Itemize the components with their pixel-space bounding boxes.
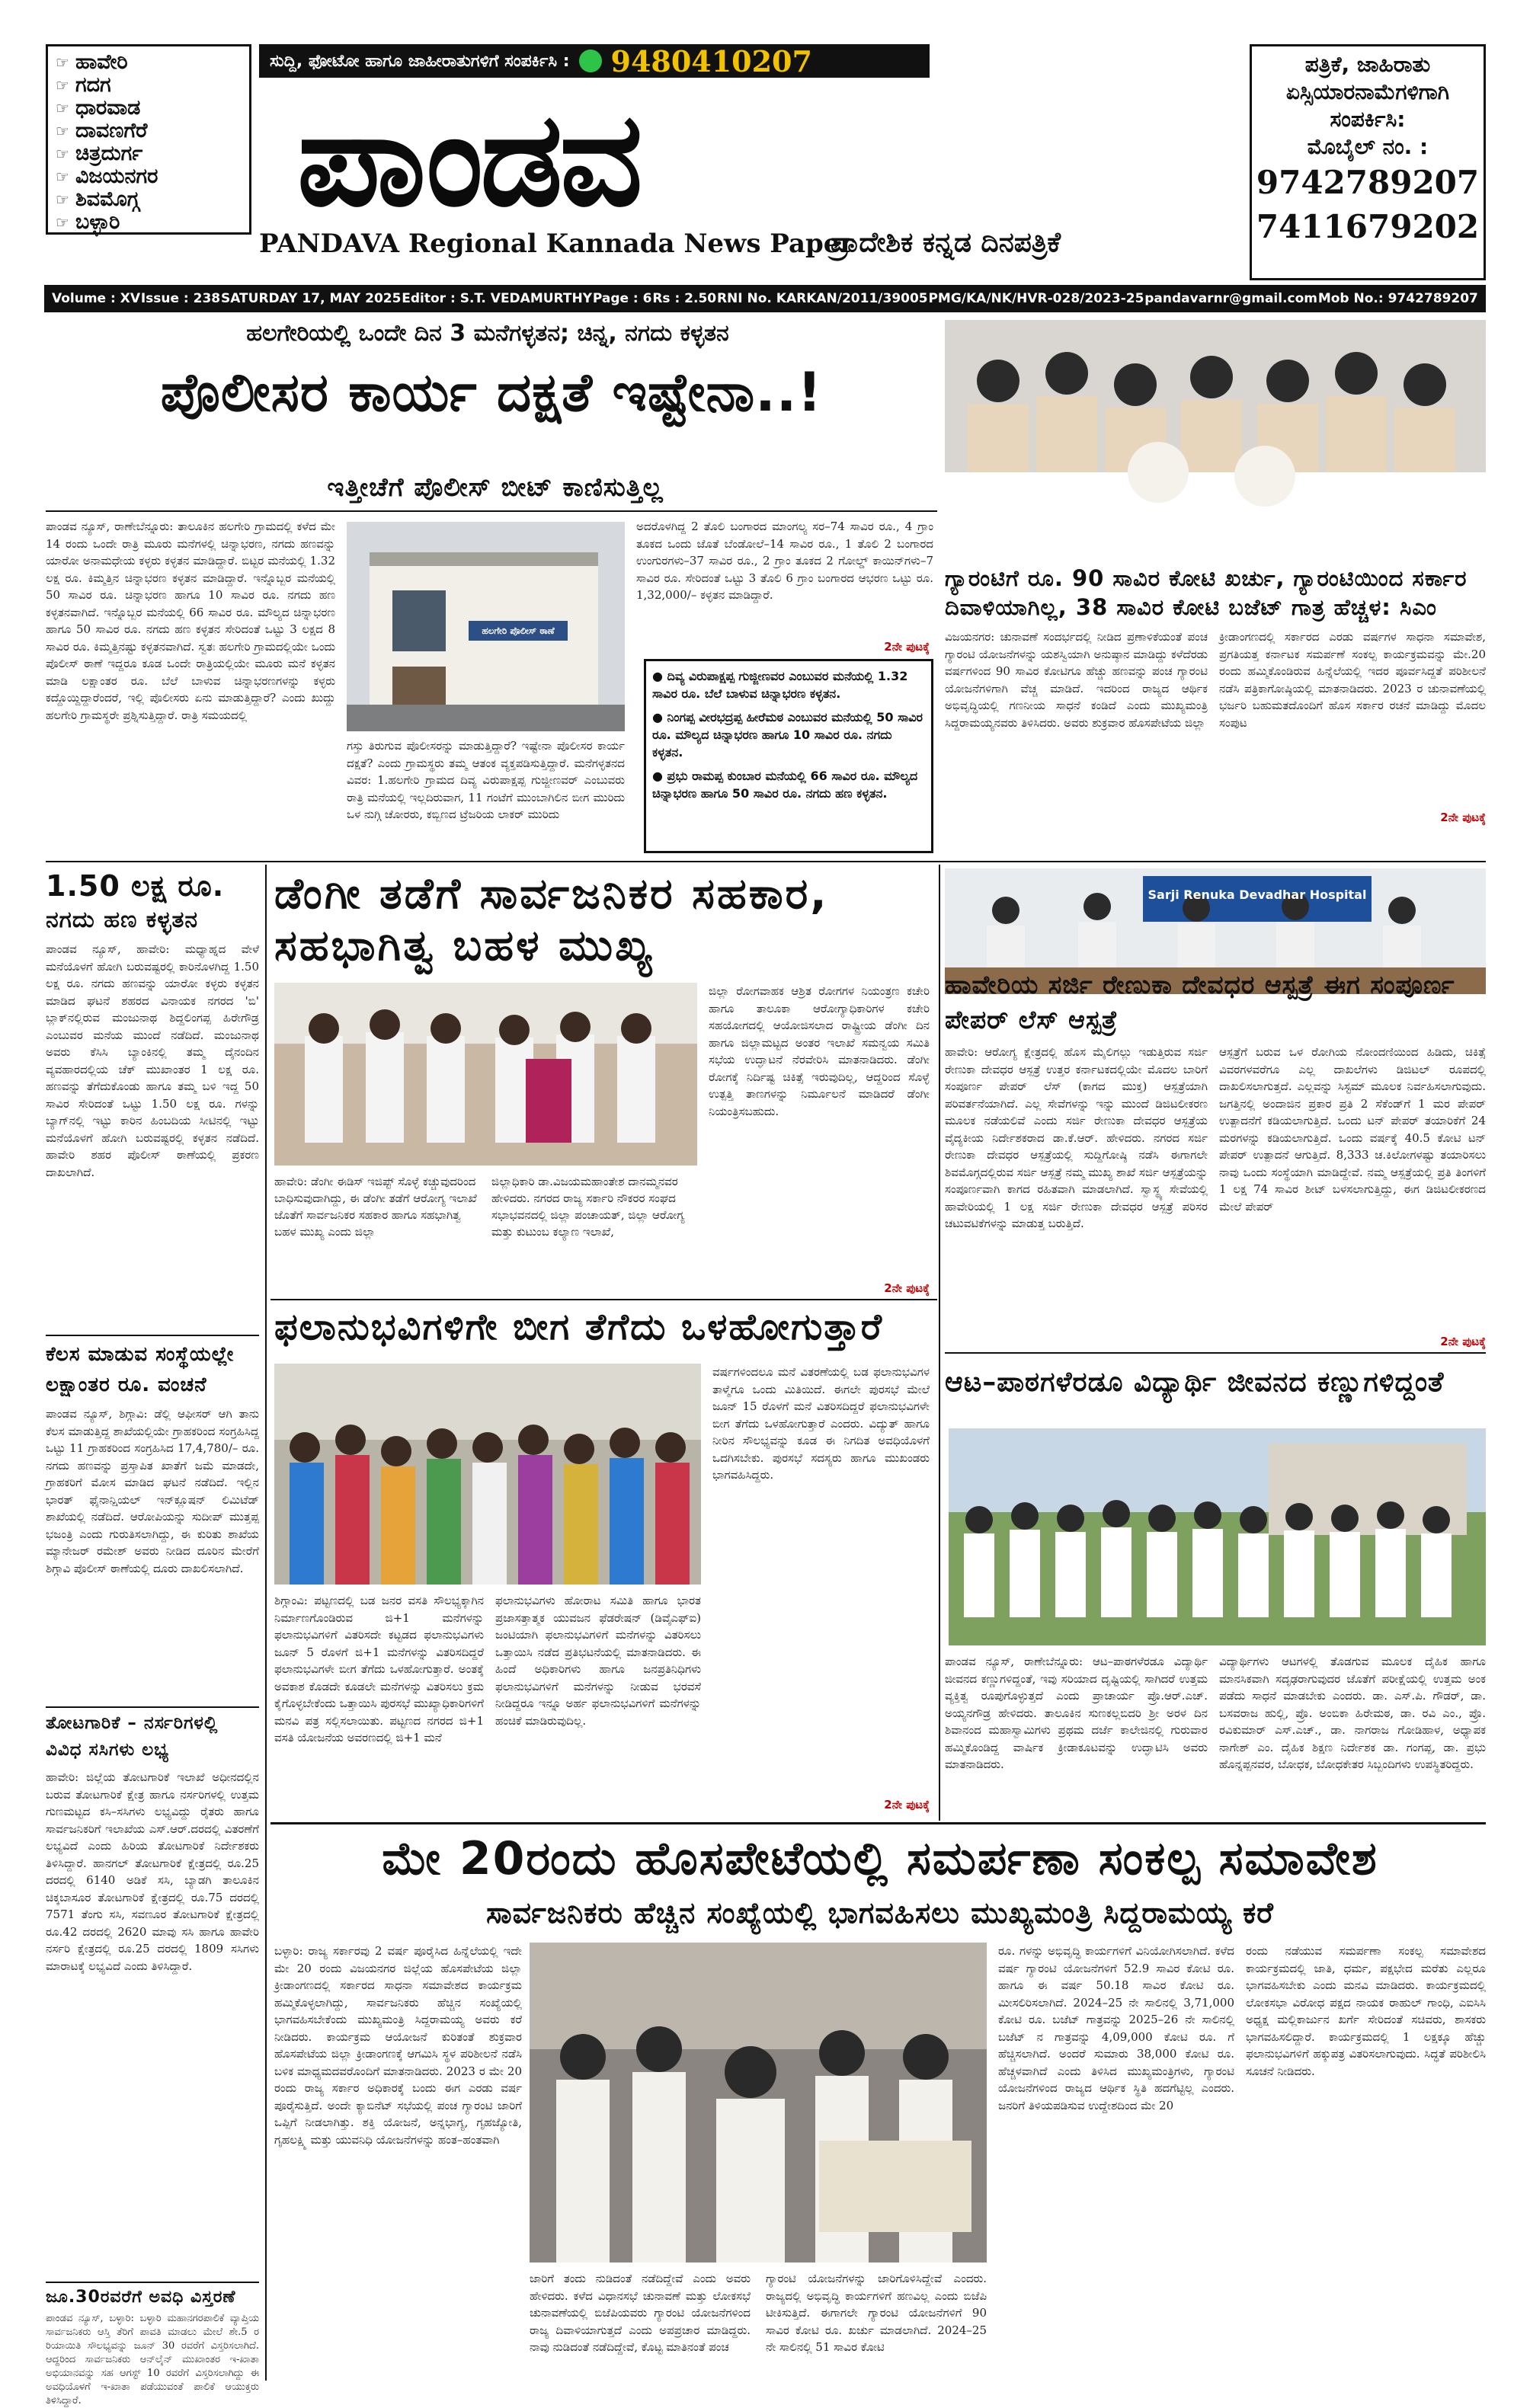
info-issue: Issue : 238 [140, 291, 221, 306]
sports-column-2: ವಿದ್ಯಾರ್ಥಿಗಳು ಆಟಗಳಲ್ಲಿ ತೊಡಗುವ ಮೂಲಕ ದೈಹಿಕ ಹಾಗೂ ಮಾನಸಿಕವಾಗಿ ಸದೃಢರಾಗುವುದರ ಜೊತೆಗೆ ಪರೀಕ್ಷೆಯಲ್ಲಿ ಉತ್ತಮ ಅಂಕ ಪಡೆದು ಸಾಧನೆ ಮಾಡಬೇಕು ಎಂದರು. ಡಾ. ಎಸ್.ಪಿ. ಗೌಡರ್, ಡಾ. ಬಸವರಾಜ ಹುಲ್ಲಿ, ಪ್ರೊ. ಅಂಬಿಕಾ ಹಿರೇಮಠ, ಡಾ. ರವಿ ಎಂ., ಪ್ರೊ. ರವಿಕುಮಾರ್ ಎಸ್.ಎಚ್., ಡಾ. ನಾಗರಾಜ ಗೋಡಿಹಾಳ, ಅಧ್ಯಾಪಕ ನಾಗೇಶ್ ಎಂ. ದೈಹಿಕ ಶಿಕ್ಷಣ ನಿರ್ದೇಶಕ ಡಾ. ಗಂಗಪ್ಪ, ಡಾ. ಪ್ರಭು ಹೊನ್ನಪ್ಪನವರ, ಬೋಧಕ, ಬೋಧಕೇತರ ಸಿಬ್ಬಂದಿಗಳು ಉಪಸ್ಥಿತರಿದ್ದರು. [1219, 1655, 1486, 1771]
samavesha-column-1: ಬಳ್ಳಾರಿ: ರಾಜ್ಯ ಸರ್ಕಾರವು 2 ವರ್ಷ ಪೂರೈಸಿದ ಹಿನ್ನೆಲೆಯಲ್ಲಿ ಇದೇ ಮೇ 20 ರಂದು ವಿಜಯನಗರ ಜಿಲ್ಲೆಯ ಹೊಸಪೇಟೆಯ ಜಿಲ್ಲಾ ಕ್ರೀಡಾಂಗಣದಲ್ಲಿ ಸರ್ಕಾರದ ಸಾಧನಾ ಸಮಾವೇಶದ ಕಾರ್ಯಕ್ರಮ ಹಮ್ಮಿಕೊಳ್ಳಲಾಗಿದ್ದು, ಸಾರ್ವಜನಿಕರು ಹೆಚ್ಚಿನ ಸಂಖ್ಯೆಯಲ್ಲಿ ಭಾಗವಹಿಸಬೇಕೆಂದು ಮುಖ್ಯಮಂತ್ರಿ ಸಿದ್ದರಾಮಯ್ಯ ಅವರು ಕರೆ ನೀಡಿದರು. ಕಾರ್ಯಕ್ರಮ ಆಯೋಜನೆ ಕುರಿತಂತೆ ಶುಕ್ರವಾರ ಹೊಸಪೇಟೆಯ ಜಿಲ್ಲಾ ಕ್ರೀಡಾಂಗಣಕ್ಕೆ ಆಗಮಿಸಿ ಸ್ಥಳ ಪರಿಶೀಲನೆ ನಡೆಸಿ ಬಳಿಕ ಮಾಧ್ಯಮದವರೊಂದಿಗೆ ಮಾತನಾಡಿದರು. 2023 ರ ಮೇ 20 ರಂದು ರಾಜ್ಯ ಸರ್ಕಾರ ಅಧಿಕಾರಕ್ಕೆ ಬಂದು ಈಗ ಎರಡು ವರ್ಷ ಪೂರೈಸುತ್ತಿದೆ. ಅಂದೇ ಕ್ಯಾಬಿನೆಟ್ ಸಭೆಯಲ್ಲಿ ಪಂಚ ಗ್ಯಾರಂಟಿ ಜಾರಿಗೆ ಒಪ್ಪಿಗೆ ನೀಡಲಾಗಿತ್ತು. ಶಕ್ತಿ ಯೋಜನೆ, ಅನ್ನಭಾಗ್ಯ, ಗೃಹಜ್ಯೋತಿ, ಗೃಹಲಕ್ಷ್ಮಿ ಮತ್ತು ಯುವನಿಧಿ ಯೋಜನೆಗಳನ್ನು ಹಂತ–ಹಂತವಾಗಿ [274, 1944, 522, 2147]
theft-summary-box [644, 659, 933, 853]
divider [46, 1706, 259, 1708]
lead-column-1: ಪಾಂಡವ ನ್ಯೂಸ್, ರಾಣೇಬೆನ್ನೂರು: ತಾಲೂಕಿನ ಹಲಗೇರಿ ಗ್ರಾಮದಲ್ಲಿ ಕಳೆದ ಮೇ 14 ರಂದು ಒಂದೇ ರಾತ್ರಿ ಮೂರು ಮನೆಗಳಲ್ಲಿ ಚಿನ್ನಾಭರಣ, ನಗದು ಹಣವನ್ನು ಯಾರೋ ಅನಾಮಧೇಯ ಕಳ್ಳರು ಕಳ್ಳತನ ಮಾಡಿದ್ದಾರೆ. ಬಿಟ್ಟರ ಮನೆಯಲ್ಲಿ 1.32 ಲಕ್ಷ ರೂ. ಕಿಮ್ಮತ್ತಿನ ಚಿನ್ನಾಭರಣ ಕಳ್ಳತನ ಮಾಡಿದ್ದಾರೆ. ಇನ್ನೊಬ್ಬರ ಮನೆಯಲ್ಲಿ 50 ಸಾವಿರ ರೂ. ಚಿನ್ನಾಭರಣ ಹಾಗೂ 10 ಸಾವಿರ ರೂ. ನಗದು ಹಣ ಕಳ್ಳತನವಾಗಿದೆ. ಇನ್ನೊಬ್ಬರ ಮನೆಯಲ್ಲಿ 66 ಸಾವಿರ ರೂ. ಮೌಲ್ಯದ ಚಿನ್ನಾಭರಣ ಹಾಗೂ 50 ಸಾವಿರ ರೂ. ನಗದು ಹಣ ಕಳ್ಳತನ ಸೇರಿದಂತೆ ಒಟ್ಟು 3 ಲಕ್ಷದ 8 ಸಾವಿರ ರೂ. ಕಿಮ್ಮತ್ತಿನಷ್ಟು ಕಳ್ಳತನವಾಗಿದೆ. ಸ್ವತಃ ಹಲಗೇರಿ ಗ್ರಾಮದಲ್ಲಿಯೇ ಒಂದು ಪೊಲೀಸ್ ಠಾಣೆ ಇದ್ದರೂ ಕೂಡ ಒಂದೇ ರಾತ್ರಿಯಲ್ಲಿಯೇ ಮೂರು ಮನೆ ಕಳ್ಳತನ ಮಾಡಿ ಲಕ್ಷಾಂತರ ರೂ. ಬೆಲೆ ಬಾಳುವ ಚಿನ್ನಾಭರಣಗಳನ್ನು ಕಳ್ಳರು ಕದ್ದೊಯ್ದಿದ್ದಾರೆಂದರೆ, ಇಲ್ಲಿ ಪೊಲೀಸರು ಏನು ಮಾಡುತ್ತಿದ್ದಾರೆ? ಎಂದು ಖುದ್ದು ಹಲಗೇರಿ ಗ್ರಾಮಸ್ಥರೇ ಪ್ರಶ್ನಿಸುತ್ತಿದ್ದಾರೆ. ರಾತ್ರಿ ಸಮಯದಲ್ಲಿ [46, 520, 335, 722]
hand-pointer-icon: ☞ [56, 213, 69, 232]
horti-headline-1: ತೋಟಗಾರಿಕೆ – ನರ್ಸರಿಗಳಲ್ಲಿ [46, 1713, 219, 1733]
cm-press-meet-photo [945, 320, 1486, 556]
sports-group-photo [949, 1428, 1486, 1645]
info-pages: Page : 6 [592, 291, 652, 306]
samavesha-column-3: ಗ್ಯಾರಂಟಿ ಯೋಜನೆಗಳನ್ನು ಜಾರಿಗೊಳಿಸಿದ್ದೇವೆ ಎಂದರು. ರಾಜ್ಯದಲ್ಲಿ ಅಭಿವೃದ್ಧಿ ಕಾರ್ಯಗಳಿಗೆ ಹಣವಿಲ್ಲ ಎಂದು ಬಿಜೆಪಿ ಟೀಕಿಸುತ್ತಿದೆ. ಈಗಾಗಲೇ ಗ್ಯಾರಂಟಿ ಯೋಜನೆಗಳಿಗೆ 90 ಸಾವಿರ ಕೋಟಿ ರೂ. ಖರ್ಚು ಮಾಡಲಾಗಿದೆ. 2024–25 ನೇ ಸಾಲಿನಲ್ಲಿ 51 ಸಾವಿರ ಕೋಟಿ [766, 2272, 987, 2354]
continued-label: 2ನೇ ಪುಟಕ್ಕೆ [884, 1281, 930, 1295]
dengue-body: ಜಿಲ್ಲಾ ರೋಗವಾಹಕ ಆಶ್ರಿತ ರೋಗಗಳ ನಿಯಂತ್ರಣ ಕಚೇರಿ ಹಾಗೂ ತಾಲೂಕಾ ಆರೋಗ್ಯಾಧಿಕಾರಿಗಳ ಕಚೇರಿ ಸಹಯೋಗದಲ್ಲಿ ಆಯೋಜಿಸಲಾದ ರಾಷ್ಟ್ರೀಯ ಡೆಂಗೀ ದಿನ ಹಾಗೂ ಜಿಲ್ಲಾಮಟ್ಟದ ಅಂತರ ಇಲಾಖೆ ಸಮನ್ವಯ ಸಮಿತಿ ಸಭೆಯ ಉದ್ಘಾಟನೆ ನೆರವೇರಿಸಿ ಮಾತನಾಡಿದರು. ಡೆಂಗೀ ರೋಗಕ್ಕೆ ನಿರ್ದಿಷ್ಟ ಚಿಕಿತ್ಸೆ ಇರುವುದಿಲ್ಲ, ಆದ್ದರಿಂದ ಸೊಳ್ಳೆ ಉತ್ಪತ್ತಿ ತಾಣಗಳನ್ನು ನಿರ್ಮೂಲನೆ ಮಾಡಿದರೆ ಡೆಂಗೀ ನಿಯಂತ್ರಿಸಬಹುದು. [709, 984, 930, 1118]
contact-phone: 9480410207 [610, 43, 812, 78]
cash-headline-1: 1.50 ಲಕ್ಷ ರೂ. [46, 869, 225, 903]
ad-line: ಪತ್ರಿಕೆ, ಜಾಹಿರಾತು [1304, 52, 1431, 77]
sarji-column-1: ಹಾವೇರಿ: ಆರೋಗ್ಯ ಕ್ಷೇತ್ರದಲ್ಲಿ ಹೊಸ ಮೈಲಿಗಲ್ಲು ಇಡುತ್ತಿರುವ ಸರ್ಜಿ ರೇಣುಕಾ ದೇವಧರ ಆಸ್ಪತ್ರೆ ಉತ್ತರ ಕರ್ನಾಟಕದಲ್ಲಿಯೇ ಮೊದಲ ಬಾರಿಗೆ ಸಂಪೂರ್ಣ ಪೇಪರ್ ಲೆಸ್ (ಕಾಗದ ಮುಕ್ತ) ಆಸ್ಪತ್ರೆಯಾಗಿ ಪರಿವರ್ತನೆಯಾಗಿದೆ. ಎಲ್ಲ ಸೇವೆಗಳನ್ನು ಇನ್ನು ಮುಂದೆ ಡಿಜಿಟಲೀಕರಣ ಮೂಲಕ ನಡೆಯಲಿವೆ ಎಂದು ಸರ್ಜಿ ರೇಣುಕಾ ದೇವಧರ ಆಸ್ಪತ್ರೆಯ ವೈದ್ಯಕೀಯ ನಿರ್ದೇಶಕರಾದ ಡಾ.ಕೆ.ಆರ್. ಹೇಳಿದರು. ನಗರದ ಸರ್ಜಿ ರೇಣುಕಾ ದೇವಧರ ಆಸ್ಪತ್ರೆಯಲ್ಲಿ ಸುದ್ದಿಗೋಷ್ಠಿ ನಡೆಸಿ ಈಗಾಗಲೇ ಶಿವಮೊಗ್ಗದಲ್ಲಿರುವ ಸರ್ಜಿ ಆಸ್ಪತ್ರೆ ನಮ್ಮ ಮುಖ್ಯ ಶಾಖೆ ಸರ್ಜಿ ಆಸ್ಪತ್ರೆಯನ್ನು ಸಂಪೂರ್ಣವಾಗಿ ಕಾಗದ ರಹಿತವಾಗಿ ಮಾಡಲಾಗಿದೆ. ಸ್ವಾಸ್ಥ್ಯ ಸೇವೆಯಲ್ಲಿ ಹಾವೇರಿಯಲ್ಲಿ 1 ಲಕ್ಷ ಸರ್ಜಿ ರೇಣುಕಾ ದೇವಧರ ಆಸ್ಪತ್ರೆ ಪರಿಸರ ಚಟುವಟಿಕೆಗಳನ್ನು ಮಾಡುತ್ತ ಬರುತ್ತಿದೆ. [945, 1045, 1208, 1230]
divider [46, 510, 937, 512]
info-postal: PMG/KA/NK/HVR-028/2023-25 [928, 291, 1144, 306]
district-item: ಗದಗ [75, 73, 111, 97]
subtitle-kannada: ಪ್ರಾದೇಶಿಕ ಕನ್ನಡ ದಿನಪತ್ರಿಕೆ [831, 227, 1061, 258]
sports-group-illustration [949, 1428, 1486, 1645]
theft-item: ● ನಿಂಗಪ್ಪ ವೀರಭದ್ರಪ್ಪ ಹೀರೆಮಠ ಎಂಬುವರ ಮನೆಯಲ್ಲಿ 50 ಸಾವಿರ ರೂ. ಮೌಲ್ಯದ ಚಿನ್ನಾಭರಣ ಹಾಗೂ 10 ಸಾವಿರ ರೂ. ನಗದು ಕಳ್ಳತನ. [652, 710, 923, 759]
sarji-headline: ಹಾವೇರಿಯ ಸರ್ಜಿ ರೇಣುಕಾ ದೇವಧರ ಆಸ್ಪತ್ರೆ ಈಗ ಸಂಪೂರ್ಣ ಪೇಪರ್ ಲೆಸ್ ಆಸ್ಪತ್ರೆ [945, 970, 1455, 1035]
whatsapp-icon [579, 50, 602, 72]
info-price: Rs : 2.50 [652, 291, 717, 306]
contact-text: ಸುದ್ದಿ, ಫೋಟೋ ಹಾಗೂ ಜಾಹೀರಾತುಗಳಿಗೆ ಸಂಪರ್ಕಿಸಿ : [270, 51, 570, 71]
lead-column-2: ಗಸ್ತು ತಿರುಗುವ ಪೊಲೀಸರನ್ನು ಮಾಡುತ್ತಿದ್ದಾರೆ? ಇಷ್ಟೇನಾ ಪೊಲೀಸರ ಕಾರ್ಯ ದಕ್ಷತೆ? ಎಂದು ಗ್ರಾಮಸ್ಥರು ತಮ್ಮ ಆತಂಕ ವ್ಯಕ್ತಪಡಿಸುತ್ತಿದ್ದಾರೆ. ಮನೆಗಳ್ಳತನದ ವಿವರ: 1.ಹಲಗೇರಿ ಗ್ರಾಮದ ದಿವ್ಯ ವಿರುಪಾಕ್ಷಪ್ಪ ಗುಜ್ಜೀಣವರ್ ಎಂಬುವರು ರಾತ್ರಿ ಮನೆಯಲ್ಲಿ ಇಲ್ಲದಿರುವಾಗ, 11 ಗಂಟೆಗೆ ಮುಂಬಾಗಿಲಿನ ಬೀಗ ಮುರಿದು ಒಳ ನುಗ್ಗಿ ಚೋರರು, ಕಬ್ಬಿಣದ ಟ್ರೆಜರಿಯ ಲಾಕರ್ ಮುರಿದು [347, 739, 625, 821]
cash-headline-2: ನಗದು ಹಣ ಕಳ್ಳತನ [46, 907, 199, 933]
district-item: ದಾವಣಗೆರೆ [75, 119, 148, 142]
guarantee-column-2: ಕ್ರೀಡಾಂಗಣದಲ್ಲಿ ಸರ್ಕಾರದ ಎರಡು ವರ್ಷಗಳ ಸಾಧನಾ ಸಮಾವೇಶ, ಪ್ರಗತಿಯತ್ತ ಕರ್ನಾಟಕ ಸಮರ್ಪಣೆ ಸಂಕಲ್ಪ ಕಾರ್ಯಕ್ರಮವನ್ನು ಮೇ.20 ರಂದು ಹಮ್ಮಿಕೊಂಡಿರುವ ಹಿನ್ನೆಲೆಯಲ್ಲಿ ಇದರ ಪೂರ್ವಸಿದ್ದತೆ ಪರಿಶೀಲನೆ ನಡೆಸಿ ಪತ್ರಿಕಾಗೋಷ್ಠಿಯಲ್ಲಿ ಮಾತನಾಡಿದರು. 2023 ರ ಚುನಾವಣೆಯಲ್ಲಿ ಭರ್ಜರಿ ಬಹುಮತದೊಂದಿಗೆ ಹೊಸ ಸರ್ಕಾರ ರಚನೆ ಮಾಡಿದ್ದು ಮೊದಲ ಸಂಪುಟ [1219, 630, 1486, 730]
district-item: ವಿಜಯನಗರ [75, 165, 158, 188]
samavesha-headline: ಮೇ 20ರಂದು ಹೊಸಪೇಟೆಯಲ್ಲಿ ಸಮರ್ಪಣಾ ಸಂಕಲ್ಪ ಸಮಾವೇಶ [382, 1832, 1378, 1885]
lead-headline: ಪೊಲೀಸರ ಕಾರ್ಯ ದಕ್ಷತೆ ಇಷ್ಟೇನಾ..! [160, 361, 823, 424]
hand-pointer-icon: ☞ [56, 53, 69, 72]
guarantee-headline: ಗ್ಯಾರಂಟಿಗೆ ರೂ. 90 ಸಾವಿರ ಕೋಟಿ ಖರ್ಚು, ಗ್ಯಾರಂಟಿಯಿಂದ ಸರ್ಕಾರ ದಿವಾಳಿಯಾಗಿಲ್ಲ, 38 ಸಾವಿರ ಕೋಟಿ ಬಜೆಟ್ ಗಾತ್ರ ಹೆಚ್ಚಳ: ಸಿಎಂ [945, 565, 1468, 620]
job-headline-2: ಲಕ್ಷಾಂತರ ರೂ. ವಂಚನೆ [46, 1373, 207, 1396]
cm-visit-photo [530, 1943, 987, 2262]
theft-item: ● ಪ್ರಭು ರಾಮಪ್ಪ ಕುಂಬಾರ ಮನೆಯಲ್ಲಿ 66 ಸಾವಿರ ರೂ. ಮೌಲ್ಯದ ಚಿನ್ನಾಭರಣ ಹಾಗೂ 50 ಸಾವಿರ ರೂ. ನಗದು ಹಣ ಕಳ್ಳತನ. [652, 769, 918, 801]
job-body: ಪಾಂಡವ ನ್ಯೂಸ್, ಶಿಗ್ಗಾವಿ: ಡೆಲ್ಲಿ ಆಫೀಸರ್ ಆಗಿ ತಾನು ಕೆಲಸ ಮಾಡುತ್ತಿದ್ದ ಶಾಖೆಯಲ್ಲಿಯೇ ಗ್ರಾಹಕರಿಂದ ಸಂಗ್ರಹಿಸಿದ್ದ ಒಟ್ಟು 11 ಗ್ರಾಹಕರಿಂದ ಸಂಗ್ರಹಿಸಿದ 17,4,780/– ರೂ. ನಗದು ಹಣವನ್ನು ಪ್ರಸ್ತಾಪಿತ ಖಾತೆಗೆ ಜಮೆ ಮಾಡದೇ, ಗ್ರಾಹಕರಿಗೆ ಮೋಸ ಮಾಡಿದ ಘಟನೆ ನಡೆದಿದೆ. ಇಲ್ಲಿನ ಭಾರತ್ ಫೈನಾನ್ಷಿಯಲ್ ಇನ್‌ಕ್ಲೂಷನ್ ಲಿಮಿಟೆಡ್ ಶಾಖೆಯಲ್ಲಿ ನಡೆದಿದೆ. ಆರೋಪಿಯನ್ನು ಸುದೀಪ್ ಮುತ್ತಪ್ಪ ಭಜಂತ್ರಿ ಎಂದು ಗುರುತಿಸಲಾಗಿದ್ದು, ಈ ಕುರಿತು ಶಾಖೆಯ ಮ್ಯಾನೇಜರ್ ರಮೇಶ್ ಅವರು ನೀಡಿದ ದೂರಿನ ಮೇರೆಗೆ ಶಿಗ್ಗಾವಿ ಪೊಲೀಸ್ ಠಾಣೆಯಲ್ಲಿ ದೂರು ದಾಖಲಿಸಲಾಗಿದೆ. [46, 1407, 259, 1575]
hospital-banner: Sarji Renuka Devadhar Hospital [1148, 887, 1367, 902]
info-bar [44, 285, 1486, 312]
divider [270, 1822, 1486, 1824]
ad-contact-box [1250, 44, 1486, 280]
ad-phone: 9742789207 [1256, 164, 1480, 201]
beneficiary-column-1: ಶಿಗ್ಗಾಂವಿ: ಪಟ್ಟಣದಲ್ಲಿ ಬಡ ಜನರ ವಸತಿ ಸೌಲಭ್ಯಕ್ಕಾಗಿನ ನಿರ್ಮಾಣಗೊಂಡಿರುವ ಜಿ+1 ಮನೆಗಳನ್ನು ಫಲಾನುಭವಿಗಳಿಗೆ ವಿತರಿಸದೇ ಕಟ್ಟಡದ ಫಲಾನುಭವಿಗಳು ಜೂನ್ 5 ರೊಳಗೆ ಜಿ+1 ಮನೆಗಳನ್ನು ವಿತರಿಸದಿದ್ದರೆ ಫಲಾನುಭವಿಗಳೇ ಬೀಗ ತೆಗೆದು ಒಳಹೋಗುತ್ತಾರೆ. ಅಂತಕ್ಕೆ ಅವಕಾಶ ಕೊಡದೇ ಕೂಡಲೇ ಮನೆಗಳನ್ನು ವಿತರಿಸಲು ಕ್ರಮ ಕೈಗೊಳ್ಳಬೇಕೆಂದು ಒತ್ತಾಯಿಸಿ ಪುರಸಭೆ ಮುಖ್ಯಾಧಿಕಾರಿಗಳಿಗೆ ಮನವಿ ಪತ್ರ ಸಲ್ಲಿಸಲಾಯಿತು. ಪಟ್ಟಣದ ನಗರದ ಜಿ+1 ವಸತಿ ಯೋಜನೆಯ ಅವರಣದಲ್ಲಿ ಜಿ+1 ಮನೆ [274, 1594, 484, 1744]
theft-item: ● ದಿವ್ಯ ವಿರುಪಾಕ್ಷಪ್ಪ ಗುಜ್ಜೀಣವರ ಎಂಬುವರ ಮನೆಯಲ್ಲಿ 1.32 ಸಾವಿರ ರೂ. ಬೆಲೆ ಬಾಳುವ ಚಿನ್ನಾಭರಣ ಕಳ್ಳತನ. [652, 669, 908, 701]
cm-visit-illustration [530, 1943, 987, 2262]
sarji-column-2: ಆಸ್ಪತ್ರೆಗೆ ಬರುವ ಒಳ ರೋಗಿಯ ನೋಂದಣಿಯಿಂದ ಹಿಡಿದು, ಚಿಕಿತ್ಸೆ ವಿವರಗಳವರೆಗೂ ಎಲ್ಲ ದಾಖಲೆಗಳು ಡಿಜಿಟಲ್ ರೂಪದಲ್ಲಿ ದಾಖಲಿಸಲಾಗುತ್ತದೆ. ಎಲ್ಲವನ್ನು ಸಿಸ್ಟಮ್ ಮೂಲಕ ನಿರ್ವಹಿಸಲಾಗುವುದು. ಜಗತ್ತಿನಲ್ಲಿ ಅಂದಾಜಿನ ಪ್ರಕಾರ ಪ್ರತಿ 2 ಸೆಕೆಂಡ್‌ಗೆ 1 ಮರ ಪೇಪರ್ ಉತ್ಪಾದನೆಗೆ ಕಡಿಯಲಾಗುತ್ತಿದೆ. ಒಂದು ಟನ್ ಪೇಪರ್ ತಯಾರಿಕೆಗೆ 24 ಮರಗಳನ್ನು ಕಡಿಯಲಾಗುತ್ತಿದೆ. ಒಂದು ವರ್ಷಕ್ಕೆ 40.5 ಕೋಟಿ ಟನ್ ಪೇಪರ್ ಉತ್ಪಾದನೆ ಆಗುತ್ತಿದೆ. 8,333 ಚ.ಕಿಲೋಗಳಷ್ಟು ತಯಾರಿಸಲು ನಾವು ಒಂದು ಸಂಸ್ಥೆಯಾಗಿ ಮಾಡಿದ್ದೇವೆ. ನಮ್ಮ ಆಸ್ಪತ್ರೆಯಲ್ಲಿ ಪ್ರತಿ ತಿಂಗಳಿಗೆ 1 ಲಕ್ಷ 74 ಸಾವಿರ ಶೀಟ್ ಬಳಸಲಾಗುತ್ತಿದ್ದು, ಈಗ ಡಿಜಿಟಲೀಕರಣದ ಮೇಲೆ ಪೇಪರ್ [1219, 1045, 1486, 1214]
ad-line: ಮೊಬೈಲ್ ನಂ. : [1307, 134, 1429, 159]
protest-photo [274, 1364, 701, 1585]
divider [270, 1299, 937, 1300]
police-station-photo [347, 522, 625, 731]
subtitle-english: PANDAVA Regional Kannada News Paper [259, 229, 854, 259]
station-sign: ಹಲಗೇರಿ ಪೊಲೀಸ್ ಠಾಣೆ [482, 625, 555, 636]
samavesha-column-2: ಜಾರಿಗೆ ತಂದು ನುಡಿದಂತೆ ನಡೆದಿದ್ದೇವೆ ಎಂದು ಅವರು ಹೇಳಿದರು. ಕಳೆದ ವಿಧಾನಸಭೆ ಚುನಾವಣೆ ಮತ್ತು ಲೋಕಸಭೆ ಚುನಾವಣೆಯಲ್ಲಿ ಬಿಜೆಪಿಯವರು ಗ್ಯಾರಂಟಿ ಯೋಜನೆಗಳಿಂದ ರಾಜ್ಯ ದಿವಾಳಿಯಾಗುತ್ತದೆ ಎಂದು ಅಪಪ್ರಚಾರ ಮಾಡಿದ್ದರು. ನಾವು ನುಡಿದಂತೆ ನಡೆದಿದ್ದೇವೆ, ಕೊಟ್ಟ ಮಾತಿನಂತೆ ಪಂಚ [530, 2272, 751, 2354]
lead-column-3: ಅದರೊಳಗಿದ್ದ 2 ತೊಲಿ ಬಂಗಾರದ ಮಾಂಗಲ್ಯ ಸರ–74 ಸಾವಿರ ರೂ., 4 ಗ್ರಾಂ ತೂಕದ ಒಂದು ಜೊತೆ ಬೆಂಡೋಲೆ–14 ಸಾವಿರ ರೂ., 1 ತೊಲಿ 2 ಬಂಗಾರದ ಉಂಗುರಗಳು–37 ಸಾವಿರ ರೂ., 2 ಗ್ರಾಂ ತೂಕದ 2 ಗೋಲ್ಡ್ ಕಾಯಿನ್‌ಗಳು–7 ಸಾವಿರ ರೂ. ಸೇರಿದಂತೆ ಒಟ್ಟು 3 ತೊಲಿ 6 ಗ್ರಾಂ ಬಂಗಾರದ ಆಭರಣ ಒಟ್ಟು ರೂ. 1,32,000/– ಕಳ್ಳತನ ಮಾಡಿದ್ದಾರೆ. [636, 520, 933, 602]
dengue-caption-1: ಹಾವೇರಿ: ಡೆಂಗೀ ಈಡಿಸ್ ಇಜಿಪ್ಟ್ ಸೊಳ್ಳೆ ಕಚ್ಚುವುದರಿಂದ ಬಾಧಿಸುವುದಾಗಿದ್ದು, ಈ ಡೆಂಗೀ ತಡೆಗೆ ಆರೋಗ್ಯ ಇಲಾಖೆ ಜೊತೆಗೆ ಸಾರ್ವಜನಿಕರ ಸಹಕಾರ ಹಾಗೂ ಸಹಭಾಗಿತ್ವ ಬಹಳ ಮುಖ್ಯ ಎಂದು ಜಿಲ್ಲಾ [274, 1175, 477, 1239]
hand-pointer-icon: ☞ [56, 122, 69, 140]
district-list [46, 44, 251, 235]
horti-headline-2: ವಿವಿಧ ಸಸಿಗಳು ಲಭ್ಯ [46, 1740, 170, 1760]
divider [46, 1335, 259, 1336]
beneficiary-column-3: ವರ್ಷಗಳಿಂದಲೂ ಮನೆ ವಿತರಣೆಯಲ್ಲಿ ಬಡ ಫಲಾನುಭವಿಗಳ ತಾಳ್ಮೆಗೂ ಒಂದು ಮಿತಿಯಿದೆ. ಈಗಲೇ ಪುರಸಭೆ ಮೇಲೆ ಜೂನ್ 15 ರೊಳಗೆ ಮನೆ ವಿತರಿಸದಿದ್ದರೆ ಫಲಾನುಭವಿಗಳೇ ಬೀಗ ತೆಗೆದು ಒಳಹೋಗುತ್ತಾರೆ ಎಂದರು. ವಿದ್ಯುತ್ ಹಾಗೂ ನೀರಿನ ಸೌಲಭ್ಯವನ್ನು ಕೂಡ ಈ ನಿಗದಿತ ಅವಧಿಯೊಳಗೆ ಒದಗಿಸಬೇಕು. ಪುರಸಭೆ ಸದಸ್ಯರು ಹಾಗೂ ಮುಖಂಡರು ಭಾಗವಹಿಸಿದ್ದರು. [712, 1365, 930, 1482]
dengue-headline: ಡೆಂಗೀ ತಡೆಗೆ ಸಾರ್ವಜನಿಕರ ಸಹಕಾರ, ಸಹಭಾಗಿತ್ವ ಬಹಳ ಮುಖ್ಯ [274, 869, 829, 971]
hand-pointer-icon: ☞ [56, 190, 69, 209]
protest-illustration [274, 1364, 701, 1585]
continued-label: 2ನೇ ಪುಟಕ್ಕೆ [884, 1798, 930, 1812]
district-item: ಬಳ್ಳಾರಿ [75, 210, 120, 234]
info-email: pandavarnr@gmail.com [1144, 291, 1317, 306]
horti-body: ಹಾವೇರಿ: ಜಿಲ್ಲೆಯ ತೋಟಗಾರಿಕೆ ಇಲಾಖೆ ಅಧೀನದಲ್ಲಿನ ಬರುವ ತೋಟಗಾರಿಕೆ ಕ್ಷೇತ್ರ ಹಾಗೂ ನರ್ಸರಿಗಳಲ್ಲಿ ಉತ್ತಮ ಗುಣಮಟ್ಟದ ಕಸಿ–ಸಸಿಗಳು ಲಭ್ಯವಿದ್ದು ರೈತರು ಹಾಗೂ ಸಾರ್ವಜನಿಕರಿಗೆ ಇಲಾಖೆಯ ಎಸ್.ಆರ್.ದರದಲ್ಲಿ ವಿತರಣೆಗೆ ಲಭ್ಯವಿದೆ ಎಂದು ಹಿರಿಯ ತೋಟಗಾರಿಕೆ ನಿರ್ದೇಶಕರು ತಿಳಿಸಿದ್ದಾರೆ. ಹಾನಗಲ್ ತೋಟಗಾರಿಕೆ ಕ್ಷೇತ್ರದಲ್ಲಿ ರೂ.25 ದರದಲ್ಲಿ 6140 ಅಡಿಕೆ ಸಸಿ, ಬ್ಯಾಡಗಿ ತಾಲೂಕಿನ ಚಿಕ್ಕಬಾಸೂರ ತೋಟಗಾರಿಕೆ ಕ್ಷೇತ್ರದಲ್ಲಿ ರೂ.75 ದರದಲ್ಲಿ 7571 ತೆಂಗು ಸಸಿ, ಸವಣೂರ ತೋಟಗಾರಿಕೆ ಕ್ಷೇತ್ರದಲ್ಲಿ ರೂ.42 ದರದಲ್ಲಿ 2620 ಮಾವು ಸಸಿ ಹಾಗೂ ಹಾವೇರಿ ನರ್ಸರಿ ಕ್ಷೇತ್ರದಲ್ಲಿ ರೂ.25 ದರದಲ್ಲಿ 1809 ಸಸಿಗಳು ಮಾರಾಟಕ್ಕೆ ಲಭ್ಯವಿದೆ ಎಂದು ತಿಳಿಸಿದ್ದಾರೆ. [46, 1770, 259, 1973]
sports-headline: ಆಟ–ಪಾಠಗಳೆರಡೂ ವಿದ್ಯಾರ್ಥಿ ಜೀವನದ ಕಣ್ಣುಗಳಿದ್ದಂತೆ [945, 1367, 1445, 1398]
theft-item-text: ದಿವ್ಯ ವಿರುಪಾಕ್ಷಪ್ಪ ಗುಜ್ಜೀಣವರ ಎಂಬುವರ ಮನೆಯಲ್ಲಿ 1.32 ಸಾವಿರ ರೂ. ಬೆಲೆ ಬಾಳುವ ಚಿನ್ನಾಭರಣ ಕಳ್ಳತನ. [652, 669, 908, 701]
lead-kicker: ಹಲಗೇರಿಯಲ್ಲಿ ಒಂದೇ ದಿನ 3 ಮನೆಗಳ್ಳತನ; ಚಿನ್ನ, ನಗದು ಕಳ್ಳತನ [246, 320, 729, 347]
beneficiary-headline: ಫಲಾನುಭವಿಗಳಿಗೇ ಬೀಗ ತೆಗೆದು ಒಳಹೋಗುತ್ತಾರೆ [274, 1306, 884, 1348]
continued-label: 2ನೇ ಪುಟಕ್ಕೆ [1440, 1335, 1486, 1348]
samavesha-column-5: ರಂದು ನಡೆಯುವ ಸಮರ್ಪಣಾ ಸಂಕಲ್ಪ ಸಮಾವೇಶದ ಕಾರ್ಯಕ್ರಮದಲ್ಲಿ ಜಾತಿ, ಧರ್ಮ, ಪಕ್ಷಭೇದ ಮರೆತು ಎಲ್ಲರೂ ಭಾಗವಹಿಸಬೇಕು ಎಂದು ಮನವಿ ಮಾಡಿದರು. ಕಾರ್ಯಕ್ರಮದಲ್ಲಿ ಲೋಕಸಭಾ ವಿರೋಧ ಪಕ್ಷದ ನಾಯಕ ರಾಹುಲ್ ಗಾಂಧಿ, ಎಐಸಿಸಿ ಅಧ್ಯಕ್ಷ ಮಲ್ಲಿಕಾರ್ಜುನ ಖರ್ಗೆ ಸೇರಿದಂತೆ ಸಚಿವರು, ಶಾಸಕರು ಭಾಗವಹಿಸಲಿದ್ದಾರೆ. ಕಾರ್ಯಕ್ರಮದಲ್ಲಿ 1 ಲಕ್ಷಕ್ಕೂ ಹೆಚ್ಚು ಫಲಾನುಭವಿಗಳಿಗೆ ಹಕ್ಕುಪತ್ರ ವಿತರಿಸಲಾಗುವುದು. ಸಿದ್ಧತೆ ಪರಿಶೀಲಿಸಿ ಸೂಚನೆ ನೀಡಿದರು. [1246, 1944, 1486, 2078]
district-item: ಧಾರವಾಡ [75, 96, 141, 120]
june-headline: ಜೂ.30ರವರೆಗೆ ಅವಧಿ ವಿಸ್ತರಣೆ [46, 2288, 236, 2307]
hand-pointer-icon: ☞ [56, 76, 69, 94]
info-mobile: Mob No.: 9742789207 [1317, 291, 1478, 306]
continued-label: 2ನೇ ಪುಟಕ್ಕೆ [1440, 811, 1486, 824]
hand-pointer-icon: ☞ [56, 145, 69, 163]
info-volume: Volume : XV [52, 291, 140, 306]
theft-item-text: ಪ್ರಭು ರಾಮಪ್ಪ ಕುಂಬಾರ ಮನೆಯಲ್ಲಿ 66 ಸಾವಿರ ರೂ. ಮೌಲ್ಯದ ಚಿನ್ನಾಭರಣ ಹಾಗೂ 50 ಸಾವಿರ ರೂ. ನಗದು ಹಣ ಕಳ್ಳತನ. [652, 769, 918, 801]
theft-item-text: ನಿಂಗಪ್ಪ ವೀರಭದ್ರಪ್ಪ ಹೀರೆಮಠ ಎಂಬುವರ ಮನೆಯಲ್ಲಿ 50 ಸಾವಿರ ರೂ. ಮೌಲ್ಯದ ಚಿನ್ನಾಭರಣ ಹಾಗೂ 10 ಸಾವಿರ ರೂ. ನಗದು ಕಳ್ಳತನ. [652, 710, 923, 759]
guarantee-column-1: ವಿಜಯನಗರ: ಚುನಾವಣೆ ಸಂದರ್ಭದಲ್ಲಿ ನೀಡಿದ ಪ್ರಣಾಳಿಕೆಯಂತೆ ಪಂಚ ಗ್ಯಾರಂಟಿ ಯೋಜನೆಗಳನ್ನು ಯಶಸ್ವಿಯಾಗಿ ಅನುಷ್ಠಾನ ಮಾಡಿದ್ದು ಕಳೆದೆರಡು ವರ್ಷಗಳಿಂದ 90 ಸಾವಿರ ಕೋಟಿಗೂ ಹೆಚ್ಚು ಹಣವನ್ನು ಪಂಚ ಗ್ಯಾರಂಟಿ ಯೋಜನೆಗಳಿಗಾಗಿ ವೆಚ್ಚ ಮಾಡಿದೆ. ಇದರಿಂದ ರಾಜ್ಯದ ಆರ್ಥಿಕ ಅಭಿವೃದ್ಧಿಯಲ್ಲಿ ಗಣನೀಯ ಸಾಧನೆ ಕಂಡಿದೆ ಎಂದು ಮುಖ್ಯಮಂತ್ರಿ ಸಿದ್ದರಾಮಯ್ಯನವರು ತಿಳಿಸಿದರು. ಅವರು ಶುಕ್ರವಾರ ಹೊಸಪೇಟೆಯ ಜಿಲ್ಲಾ [945, 630, 1208, 730]
district-item: ಹಾವೇರಿ [75, 50, 128, 74]
sports-column-1: ಪಾಂಡವ ನ್ಯೂಸ್, ರಾಣೇಬೆನ್ನೂರು: ಆಟ–ಪಾಠಗಳೆರಡೂ ವಿದ್ಯಾರ್ಥಿ ಜೀವನದ ಕಣ್ಣುಗಳಿದ್ದಂತೆ, ಇವು ಸರಿಯಾದ ದೃಷ್ಟಿಯಲ್ಲಿ ಸಾಗಿದರೆ ಉತ್ತಮ ವ್ಯಕ್ತಿತ್ವ ರೂಪುಗೊಳ್ಳುತ್ತದೆ ಎಂದು ಪ್ರಾಚಾರ್ಯ ಪ್ರೊ.ಆರ್.ಎಚ್. ಅಯ್ಯನಗೌಡ್ರ ಹೇಳಿದರು. ತಾಲೂಕಿನ ಸುಣಕಲ್ಲಬಿದರಿ ಶ್ರೀ ಅರಳ ದಿನ ಶಿವಾನಂದ ಮಹಾಸ್ವಾಮಿಗಳು ಪ್ರಥಮ ದರ್ಜೆ ಕಾಲೇಜಿನಲ್ಲಿ ಗುರುವಾರ ಹಮ್ಮಿಕೊಂಡಿದ್ದ ವಾರ್ಷಿಕ ಕ್ರೀಡಾಕೂಟವನ್ನು ಉದ್ಘಾಟಿಸಿ ಅವರು ಮಾತನಾಡಿದರು. [945, 1655, 1208, 1771]
continued-label: 2ನೇ ಪುಟಕ್ಕೆ [884, 640, 930, 654]
district-item: ಚಿತ್ರದುರ್ಗ [75, 142, 143, 165]
cash-body: ಪಾಂಡವ ನ್ಯೂಸ್, ಹಾವೇರಿ: ಮಧ್ಯಾಹ್ನದ ವೇಳೆ ಮನೆಯೊಳಗೆ ಹೋಗಿ ಬರುವಷ್ಟರಲ್ಲಿ ಕಾರಿನೊಳಗಿದ್ದ 1.50 ಲಕ್ಷ ರೂ. ನಗದು ಹಣವನ್ನು ಯಾರೋ ಕಳ್ಳರು ಕಳ್ಳತನ ಮಾಡಿದ ಘಟನೆ ಶಹರದ ವಿನಾಯಕ ನಗರದ 'ಬಿ' ಬ್ಲಾಕ್‌ನಲ್ಲಿರುವ ಮಂಜುನಾಥ ಶಿದ್ದಲಿಂಗಪ್ಪ ಹಿರೇಗೌಡ್ರ ಎಂಬುವರ ಮನೆಯ ಮುಂದೆ ನಡೆದಿದೆ. ಮಂಜುನಾಥ ಅವರು ಕೆಸಿಸಿ ಬ್ಯಾಂಕಿನಲ್ಲಿ ತಮ್ಮ ದೈನಂದಿನ ವ್ಯವಹಾರದಲ್ಲಿಯ ಚೆಕ್ ಮುಖಾಂತರ 1 ಲಕ್ಷ ರೂ. ಹಣವನ್ನು ತೆಗೆದುಕೊಂಡು ಹಾಗೂ ತಮ್ಮ ಬಳಿ ಇದ್ದ 50 ಸಾವಿರ ಸೇರಿದಂತೆ ಒಟ್ಟು 1.50 ಲಕ್ಷ ರೂ. ಗಳನ್ನು ಬ್ಯಾಗ್‌ನಲ್ಲಿ ಇಟ್ಟು ಕಾರಿನ ಹಿಂಬದಿಯ ಸೀಟಿನಲ್ಲಿ ಇಟ್ಟು ಮನೆಯೊಳಗೆ ಹೋಗಿ ಬರುವಷ್ಟರಲ್ಲಿ ಕಳ್ಳತನ ನಡೆದಿದೆ. ಹಾವೇರಿ ಶಹರ ಪೊಲೀಸ್ ಠಾಣೆಯಲ್ಲಿ ಪ್ರಕರಣ ದಾಖಲಾಗಿದೆ. [46, 942, 259, 1179]
dengue-event-photo [274, 983, 697, 1166]
divider [46, 2282, 259, 2283]
contact-strip [259, 44, 930, 78]
info-date: SATURDAY 17, MAY 2025 [220, 291, 402, 306]
samavesha-subhead: ಸಾರ್ವಜನಿಕರು ಹೆಚ್ಚಿನ ಸಂಖ್ಯೆಯಲ್ಲಿ ಭಾಗವಹಿಸಲು ಮುಖ್ಯಮಂತ್ರಿ ಸಿದ್ದರಾಮಯ್ಯ ಕರೆ [486, 1896, 1274, 1930]
job-headline-1: ಕೆಲಸ ಮಾಡುವ ಸಂಸ್ಥೆಯಲ್ಲೇ [46, 1343, 235, 1366]
info-rni: RNI No. KARKAN/2011/39005 [716, 291, 928, 306]
lead-subhead: ಇತ್ತೀಚೆಗೆ ಪೊಲೀಸ್ ಬೀಟ್ ಕಾಣಿಸುತ್ತಿಲ್ಲ [327, 472, 664, 503]
samavesha-column-4: ರೂ. ಗಳನ್ನು ಅಭಿವೃದ್ಧಿ ಕಾರ್ಯಗಳಿಗೆ ವಿನಿಯೋಗಿಸಲಾಗಿದೆ. ಕಳೆದ ವರ್ಷ ಗ್ಯಾರಂಟಿ ಯೋಜನೆಗಳಿಗೆ 52.9 ಸಾವಿರ ಕೋಟಿ ರೂ. ಹಾಗೂ ಈ ವರ್ಷ 50.18 ಸಾವಿರ ಕೋಟಿ ರೂ. ಮೀಸಲಿರಿಸಲಾಗಿದೆ. 2024–25 ನೇ ಸಾಲಿನಲ್ಲಿ 3,71,000 ಕೋಟಿ ರೂ. ಬಜೆಟ್ ಗಾತ್ರವನ್ನು 2025–26 ನೇ ಸಾಲಿನಲ್ಲಿ ಬಜೆಟ್ ನ ಗಾತ್ರವನ್ನು 4,09,000 ಕೋಟಿ ರೂ. ಗೆ ಹೆಚ್ಚಿಸಲಾಗಿದೆ. ಅಂದರೆ ಸುಮಾರು 38,000 ಕೋಟಿ ರೂ. ಹೆಚ್ಚಳವಾಗಿದೆ ಎಂದು ತಿಳಿಸಿದ ಮುಖ್ಯಮಂತ್ರಿಗಳು, ಗ್ಯಾರಂಟಿ ಯೋಜನೆಗಳಿಂದ ರಾಜ್ಯದ ಆರ್ಥಿಕ ಸ್ಥಿತಿ ಹದಗೆಟ್ಟಿಲ್ಲ ಎಂದರು. ಜನರಿಗೆ ತಿಳಿಯಪಡಿಸುವ ಉದ್ದೇಶದಿಂದ ಮೇ 20 [998, 1944, 1234, 2112]
divider [945, 1352, 1486, 1354]
press-meet-illustration [945, 320, 1486, 556]
newspaper-title: ಪಾಂಡವ [297, 85, 640, 235]
dengue-event-illustration [274, 983, 697, 1166]
dengue-caption-2: ಜಿಲ್ಲಾಧಿಕಾರಿ ಡಾ.ವಿಜಯಮಹಾಂತೇಶ ದಾನಮ್ಮನವರ ಹೇಳಿದರು. ನಗರದ ರಾಜ್ಯ ಸರ್ಕಾರಿ ನೌಕರರ ಸಂಘದ ಸಭಾಭವನದಲ್ಲಿ ಜಿಲ್ಲಾ ಪಂಚಾಯತ್, ಜಿಲ್ಲಾ ಆರೋಗ್ಯ ಮತ್ತು ಕುಟುಂಬ ಕಲ್ಯಾಣ ಇಲಾಖೆ, [491, 1175, 685, 1239]
column-rule [265, 865, 267, 2381]
beneficiary-column-2: ಫಲಾನುಭವಿಗಳು ಹೋರಾಟ ಸಮಿತಿ ಹಾಗೂ ಭಾರತ ಪ್ರಜಾಸತ್ತಾತ್ಮಕ ಯುವಜನ ಫೆಡರೇಷನ್ (ಡಿವೈಎಫ್‌ಐ) ಜಂಟಿಯಾಗಿ ಫಲಾನುಭವಿಗಳಿಗೆ ಮನೆಗಳನ್ನು ವಿತರಿಸಲು ಒತ್ತಾಯಿಸಿ ನಡೆದ ಪ್ರತಿಭಟನೆಯಲ್ಲಿ ಮಾತನಾಡಿದರು. ಈ ಹಿಂದೆ ಅಧಿಕಾರಿಗಳು ಹಾಗೂ ಜನಪ್ರತಿನಿಧಿಗಳು ಫಲಾನುಭವಿಗಳಿಗೆ ಮನೆಗಳನ್ನು ನೀಡುವ ಭರವಸೆ ನೀಡಿದ್ದರೂ ಇನ್ನೂ ಅರ್ಹ ಫಲಾನುಭವಿಗಳಿಗೆ ಮನೆಗಳನ್ನು ಹಂಚಿಕೆ ಮಾಡಿರುವುದಿಲ್ಲ. [495, 1594, 701, 1728]
district-item: ಶಿವಮೊಗ್ಗ [75, 187, 139, 211]
hand-pointer-icon: ☞ [56, 99, 69, 117]
column-rule [939, 865, 940, 1821]
hand-pointer-icon: ☞ [56, 168, 69, 186]
ad-line: ಸಂಪರ್ಕಿಸಿ: [1330, 107, 1406, 132]
info-editor: Editor : S.T. VEDAMURTHY [402, 291, 593, 306]
divider [46, 861, 1486, 862]
ad-line: ಏಸ್ಸಿಯಾರನಾಮೆಗಳಿಗಾಗಿ [1285, 79, 1450, 104]
ad-phone: 7411679202 [1256, 208, 1480, 245]
june-body: ಪಾಂಡವ ನ್ಯೂಸ್, ಬಳ್ಳಾರಿ: ಬಳ್ಳಾರಿ ಮಹಾನಗರಪಾಲಿಕೆ ವ್ಯಾಪ್ತಿಯ ಸಾರ್ವಜನಿಕರು ಆಸ್ತಿ ತೆರಿಗೆ ಪಾವತಿ ಮಾಡಲು ಮೇಲೆ ಶೇ.5 ರ ರಿಯಾಯಿತಿ ಸೌಲಭ್ಯವನ್ನು ಜೂನ್ 30 ರವರೆಗೆ ವಿಸ್ತರಿಸಲಾಗಿದೆ. ಆದ್ದರಿಂದ ಸಾರ್ವಜನಿಕರು ಆನ್‌ಲೈನ್ ಮುಖಾಂತರ ಇ-ಖಾತಾ ಅಭಿಯಾನವನ್ನು ಸಹ ಆಗಸ್ಟ್ 10 ರವರೆಗೆ ವಿಸ್ತರಿಸಲಾಗಿದ್ದು ಈ ಅವಧಿಯೊಳಗೆ ಇ-ಖಾತಾ ಪಡೆಯುವಂತೆ ಪಾಲಿಕೆ ಆಯುಕ್ತರು ತಿಳಿಸಿದ್ದಾರೆ. [46, 2313, 259, 2406]
